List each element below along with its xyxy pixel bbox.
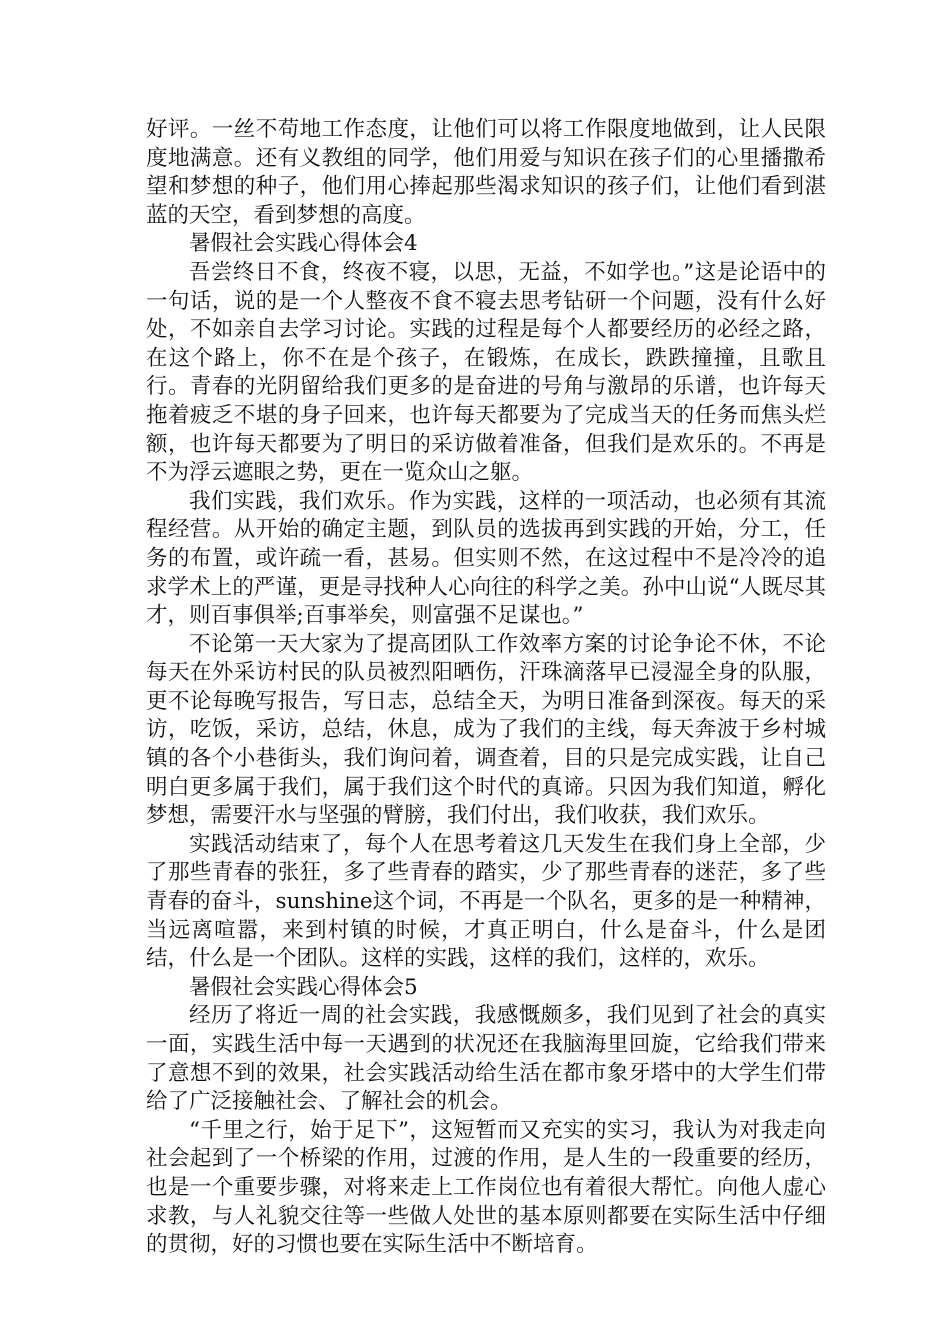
paragraph: 吾尝终日不食，终夜不寝，以思，无益，不如学也。”这是论语中的一句话，说的是一个人整夜不食不寝去思考钻研一个问题，没有什么好处，不如亲自去学习讨论。实践的过程是每个人都要经历的必经之路，在这个路上，你不在是个孩子，在锻炼，在成长，跌跌撞撞，且歌且行。青春的光阴留给我们更多的是奋进的号角与激昂的乐谱，也许每天拖着疲乏不堪的身子回来，也许每天都要为了完成当天的任务而焦头烂额，也许每天都要为了明日的采访做着准备，但我们是欢乐的。不再是不为浮云遮眼之势，更在一览众山之躯。 bbox=[146, 259, 826, 486]
section-heading-5: 暑假社会实践心得体会5 bbox=[189, 974, 418, 1000]
paragraph: 实践活动结束了，每个人在思考着这几天发生在我们身上全部，少了那些青春的张狂，多了些青春的踏实，少了那些青春的迷茫，多了些青春的奋斗，sunshine这个词，不再是一个队名，更多的是一种精神，当远离喧嚣，来到村镇的时候，才真正明白，什么是奋斗，什么是团结，什么是一个团队。这样的实践，这样的我们，这样的，欢乐。 bbox=[146, 831, 826, 972]
document-page bbox=[146, 116, 826, 1260]
paragraph: 经历了将近一周的社会实践，我感慨颇多，我们见到了社会的真实一面，实践生活中每一天遇到的状况还在我脑海里回旋，它给我们带来了意想不到的效果，社会实践活动给生活在都市象牙塔中的大学生们带给了广泛接触社会、了解社会的机会。 bbox=[146, 1003, 826, 1115]
paragraph: “千里之行，始于足下”，这短暂而又充实的实习，我认为对我走向社会起到了一个桥梁的作用，过渡的作用，是人生的一段重要的经历，也是一个重要步骤，对将来走上工作岗位也有着很大帮忙。向他人虚心求教，与人礼貌交往等一些做人处世的基本原则都要在实际生活中仔细的贯彻，好的习惯也要在实际生活中不断培育。 bbox=[146, 1117, 826, 1258]
paragraph: 我们实践，我们欢乐。作为实践，这样的一项活动，也必须有其流程经营。从开始的确定主题，到队员的选拔再到实践的开始，分工，任务的布置，或许疏一看，甚易。但实则不然，在这过程中不是冷冷的追求学术上的严谨，更是寻找种人心向往的科学之美。孙中山说“人既尽其才，则百事俱举;百事举矣，则富强不足谋也。” bbox=[146, 488, 826, 629]
paragraph: 不论第一天大家为了提高团队工作效率方案的讨论争论不休，不论每天在外采访村民的队员被烈阳晒伤，汗珠滴落早已浸湿全身的队服，更不论每晚写报告，写日志，总结全天，为明日准备到深夜。每天的采访，吃饭，采访，总结，休息，成为了我们的主线，每天奔波于乡村城镇的各个小巷街头，我们询问着，调查着，目的只是完成实践，让自己明白更多属于我们，属于我们这个时代的真谛。只因为我们知道，孵化梦想，需要汗水与坚强的臂膀，我们付出，我们收获，我们欢乐。 bbox=[146, 631, 826, 829]
section-heading-4: 暑假社会实践心得体会4 bbox=[189, 231, 418, 257]
paragraph-continuation: 好评。一丝不苟地工作态度，让他们可以将工作限度地做到，让人民限度地满意。还有义教组的同学，他们用爱与知识在孩子们的心里播撒希望和梦想的种子，他们用心捧起那些渴求知识的孩子们，让他们看到湛蓝的天空，看到梦想的高度。 bbox=[146, 117, 826, 228]
